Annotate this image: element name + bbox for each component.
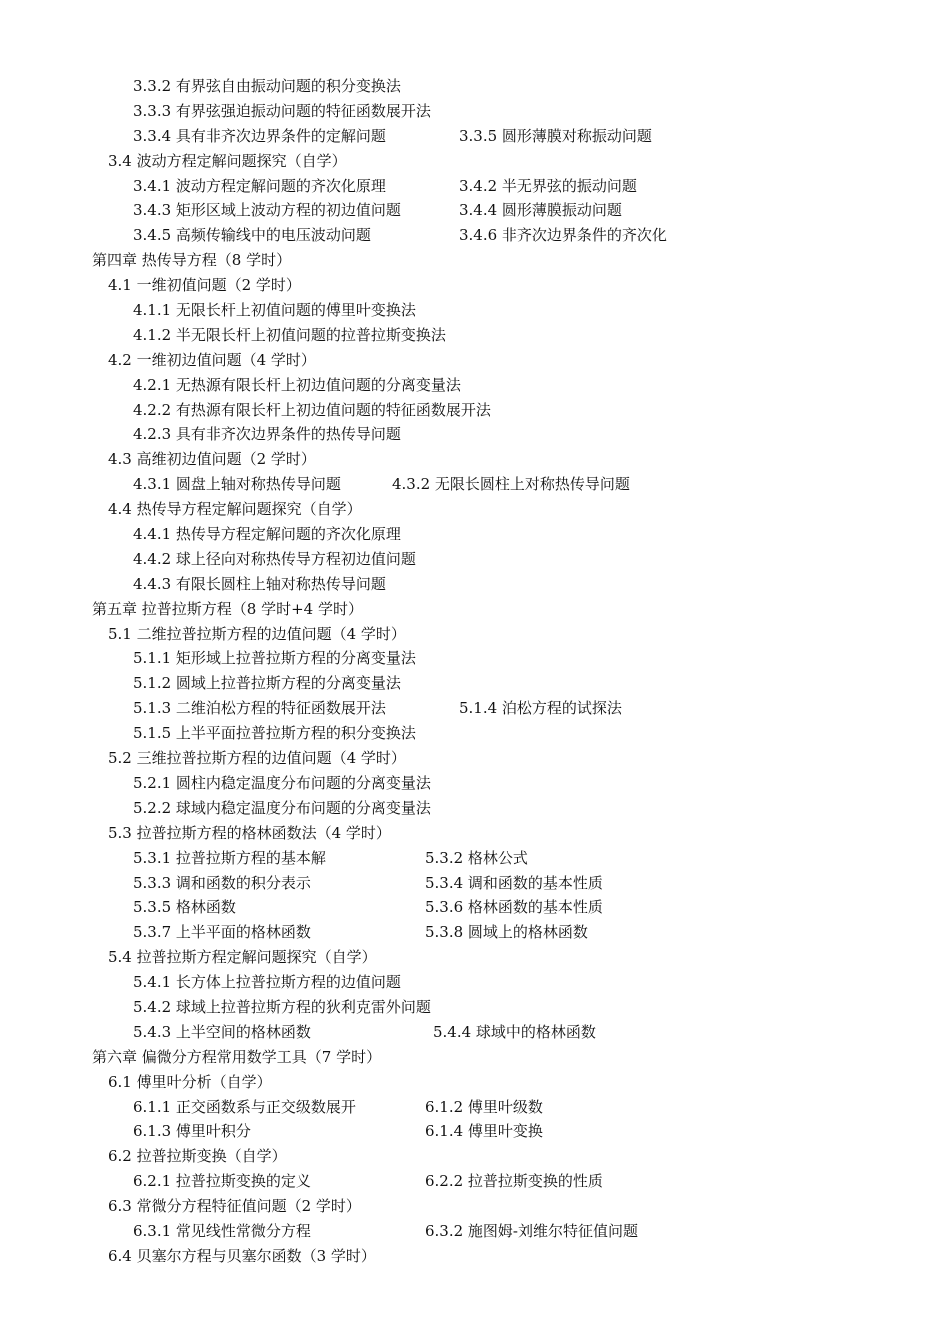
subsection-entry xyxy=(0,871,950,896)
section-heading xyxy=(0,273,950,298)
subsection-entry xyxy=(0,572,950,597)
section-heading xyxy=(0,1244,950,1269)
subsection-entry xyxy=(0,970,950,995)
toc-entry-text: 4.2.3 具有非齐次边界条件的热传导问题 xyxy=(133,425,401,444)
toc-entry-text: 4.1.1 无限长杆上初值问题的傅里叶变换法 xyxy=(133,301,416,320)
toc-entry-text-second: 5.3.2 格林公式 xyxy=(425,848,528,867)
subsection-entry xyxy=(0,99,950,124)
chapter-heading xyxy=(0,1045,950,1070)
toc-entry-text: 4.4.2 球上径向对称热传导方程初边值问题 xyxy=(133,549,416,568)
toc-entry-text: 3.4.1 波动方程定解问题的齐次化原理 xyxy=(133,176,386,195)
toc-entry-text: 6.1 傅里叶分析（自学） xyxy=(108,1072,272,1091)
section-heading xyxy=(0,1144,950,1169)
toc-entry-text: 5.1.5 上半平面拉普拉斯方程的积分变换法 xyxy=(133,724,416,743)
section-heading xyxy=(0,497,950,522)
subsection-entry xyxy=(0,323,950,348)
subsection-entry xyxy=(0,124,950,149)
toc-entry-text: 5.4.2 球域上拉普拉斯方程的狄利克雷外问题 xyxy=(133,997,431,1016)
subsection-entry xyxy=(0,174,950,199)
toc-entry-text: 5.3.5 格林函数 xyxy=(133,898,236,917)
toc-entry-text: 第六章 偏微分方程常用数学工具（7 学时） xyxy=(92,1047,382,1066)
section-heading xyxy=(0,821,950,846)
toc-entry-text: 6.2 拉普拉斯变换（自学） xyxy=(108,1147,287,1166)
subsection-entry xyxy=(0,422,950,447)
toc-entry-text: 4.2.1 无热源有限长杆上初边值问题的分离变量法 xyxy=(133,375,461,394)
subsection-entry xyxy=(0,1169,950,1194)
toc-entry-text: 4.1.2 半无限长杆上初值问题的拉普拉斯变换法 xyxy=(133,325,446,344)
toc-entry-text: 5.3.7 上半平面的格林函数 xyxy=(133,923,311,942)
toc-entry-text: 4.2 一维初边值问题（4 学时） xyxy=(108,350,316,369)
toc-entry-text-second: 3.3.5 圆形薄膜对称振动问题 xyxy=(459,126,652,145)
toc-entry-text: 6.2.1 拉普拉斯变换的定义 xyxy=(133,1172,311,1191)
section-heading xyxy=(0,447,950,472)
toc-entry-text: 3.4.5 高频传输线中的电压波动问题 xyxy=(133,226,371,245)
subsection-entry xyxy=(0,1219,950,1244)
toc-entry-text-second: 3.4.2 半无界弦的振动问题 xyxy=(459,176,637,195)
toc-entry-text-second: 3.4.4 圆形薄膜振动问题 xyxy=(459,201,622,220)
toc-entry-text: 5.1.3 二维泊松方程的特征函数展开法 xyxy=(133,699,386,718)
subsection-entry xyxy=(0,895,950,920)
toc-entry-text: 4.4 热传导方程定解问题探究（自学） xyxy=(108,500,362,519)
subsection-entry xyxy=(0,646,950,671)
subsection-entry xyxy=(0,721,950,746)
toc-entry-text: 5.4.1 长方体上拉普拉斯方程的边值问题 xyxy=(133,973,401,992)
toc-entry-text: 第五章 拉普拉斯方程（8 学时+4 学时） xyxy=(92,599,363,618)
toc-entry-text-second: 5.3.8 圆域上的格林函数 xyxy=(425,923,588,942)
toc-entry-text-second: 6.1.2 傅里叶级数 xyxy=(425,1097,543,1116)
toc-entry-text: 5.3 拉普拉斯方程的格林函数法（4 学时） xyxy=(108,823,391,842)
toc-entry-text: 3.4 波动方程定解问题探究（自学） xyxy=(108,151,347,170)
toc-entry-text: 5.3.1 拉普拉斯方程的基本解 xyxy=(133,848,326,867)
subsection-entry xyxy=(0,547,950,572)
toc-entry-text: 5.3.3 调和函数的积分表示 xyxy=(133,873,311,892)
toc-entry-text: 3.3.4 具有非齐次边界条件的定解问题 xyxy=(133,126,386,145)
toc-entry-text-second: 5.1.4 泊松方程的试探法 xyxy=(459,699,622,718)
toc-entry-text: 6.1.3 傅里叶积分 xyxy=(133,1122,251,1141)
subsection-entry xyxy=(0,522,950,547)
subsection-entry xyxy=(0,1119,950,1144)
section-heading xyxy=(0,1070,950,1095)
chapter-heading xyxy=(0,597,950,622)
subsection-entry xyxy=(0,1020,950,1045)
subsection-entry xyxy=(0,995,950,1020)
subsection-entry xyxy=(0,298,950,323)
section-heading xyxy=(0,622,950,647)
section-heading xyxy=(0,746,950,771)
toc-entry-text: 3.3.2 有界弦自由振动问题的积分变换法 xyxy=(133,77,401,95)
toc-entry-text-second: 6.2.2 拉普拉斯变换的性质 xyxy=(425,1172,603,1191)
section-heading xyxy=(0,1194,950,1219)
toc-entry-text: 3.4.3 矩形区域上波动方程的初边值问题 xyxy=(133,201,401,220)
toc-entry-text: 4.3.1 圆盘上轴对称热传导问题 xyxy=(133,475,341,494)
toc-entry-text-second: 5.3.6 格林函数的基本性质 xyxy=(425,898,603,917)
subsection-entry xyxy=(0,198,950,223)
subsection-entry xyxy=(0,671,950,696)
toc-entry-text: 6.4 贝塞尔方程与贝塞尔函数（3 学时） xyxy=(108,1246,376,1265)
toc-entry-text: 3.3.3 有界弦强迫振动问题的特征函数展开法 xyxy=(133,101,431,120)
subsection-entry xyxy=(0,696,950,721)
toc-entry-text: 5.1.2 圆域上拉普拉斯方程的分离变量法 xyxy=(133,674,401,693)
toc-entry-text: 5.4.3 上半空间的格林函数 xyxy=(133,1022,311,1041)
subsection-entry xyxy=(0,920,950,945)
toc-entry-text-second: 5.3.4 调和函数的基本性质 xyxy=(425,873,603,892)
toc-entry-text: 4.2.2 有热源有限长杆上初边值问题的特征函数展开法 xyxy=(133,400,491,419)
toc-entry-text-second: 3.4.6 非齐次边界条件的齐次化 xyxy=(459,226,667,245)
table-of-contents xyxy=(0,74,950,1269)
toc-entry-text: 4.4.3 有限长圆柱上轴对称热传导问题 xyxy=(133,574,386,593)
toc-entry-text-second: 6.3.2 施图姆-刘维尔特征值问题 xyxy=(425,1221,639,1240)
toc-entry-text-second: 5.4.4 球域中的格林函数 xyxy=(433,1022,596,1041)
subsection-entry xyxy=(0,373,950,398)
toc-entry-text: 4.4.1 热传导方程定解问题的齐次化原理 xyxy=(133,525,401,544)
toc-entry-text: 6.3 常微分方程特征值问题（2 学时） xyxy=(108,1197,361,1216)
toc-entry-text: 6.3.1 常见线性常微分方程 xyxy=(133,1221,311,1240)
subsection-entry xyxy=(0,472,950,497)
toc-entry-text: 5.4 拉普拉斯方程定解问题探究（自学） xyxy=(108,948,377,967)
toc-entry-text-second: 4.3.2 无限长圆柱上对称热传导问题 xyxy=(392,475,630,494)
subsection-entry xyxy=(0,846,950,871)
toc-entry-text: 4.3 高维初边值问题（2 学时） xyxy=(108,450,316,469)
toc-entry-text: 5.2.2 球域内稳定温度分布问题的分离变量法 xyxy=(133,798,431,817)
subsection-entry xyxy=(0,398,950,423)
subsection-entry xyxy=(0,223,950,248)
section-heading xyxy=(0,149,950,174)
subsection-entry xyxy=(0,796,950,821)
toc-entry-text: 4.1 一维初值问题（2 学时） xyxy=(108,276,301,295)
section-heading xyxy=(0,945,950,970)
section-heading xyxy=(0,348,950,373)
toc-entry-text: 6.1.1 正交函数系与正交级数展开 xyxy=(133,1097,356,1116)
subsection-entry xyxy=(0,771,950,796)
subsection-entry xyxy=(0,74,950,99)
chapter-heading xyxy=(0,248,950,273)
toc-entry-text: 5.2 三维拉普拉斯方程的边值问题（4 学时） xyxy=(108,749,406,768)
toc-entry-text: 5.1.1 矩形域上拉普拉斯方程的分离变量法 xyxy=(133,649,416,668)
toc-entry-text: 第四章 热传导方程（8 学时） xyxy=(92,251,292,270)
toc-entry-text-second: 6.1.4 傅里叶变换 xyxy=(425,1122,543,1141)
toc-entry-text: 5.2.1 圆柱内稳定温度分布问题的分离变量法 xyxy=(133,773,431,792)
subsection-entry xyxy=(0,1095,950,1120)
toc-entry-text: 5.1 二维拉普拉斯方程的边值问题（4 学时） xyxy=(108,624,406,643)
